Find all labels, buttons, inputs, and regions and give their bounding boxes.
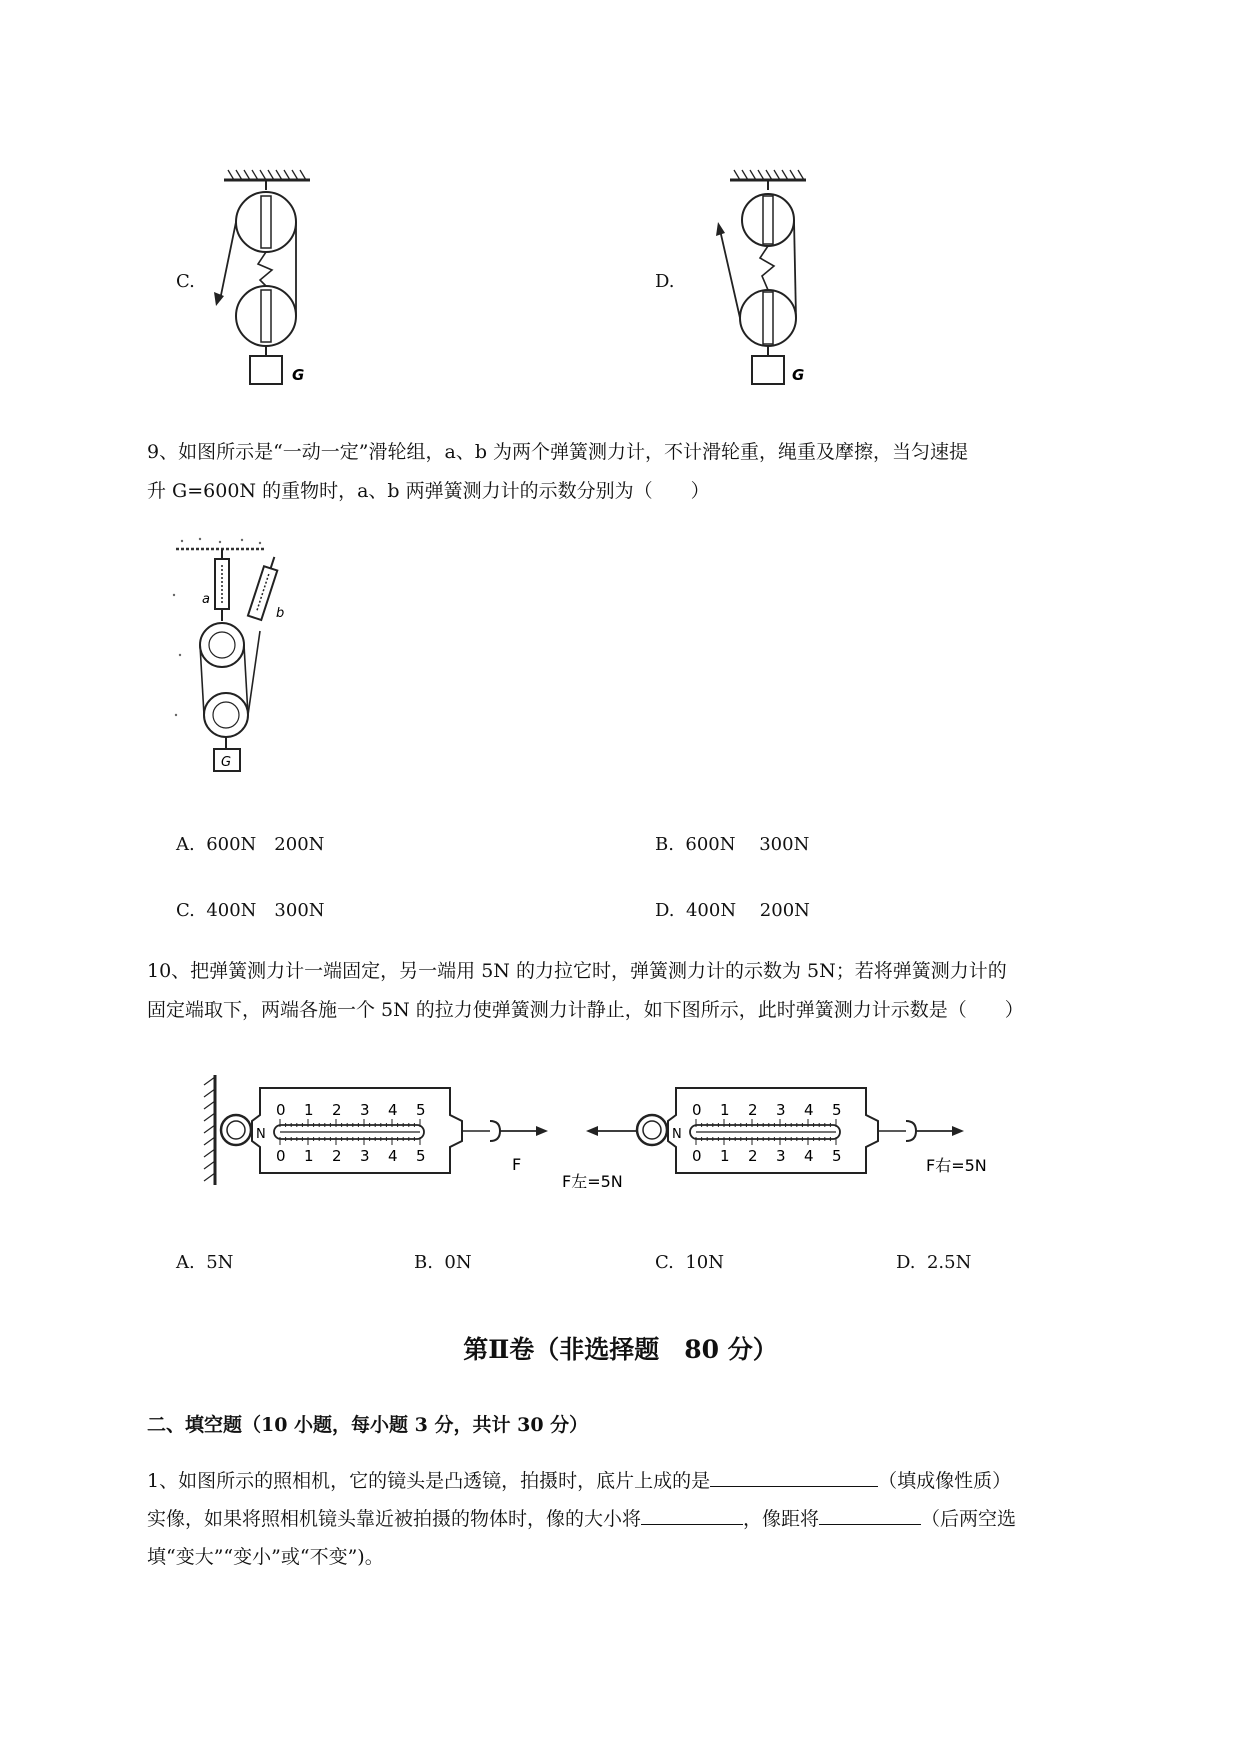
part2-title: 第Ⅱ卷（非选择题 80 分）	[463, 1335, 778, 1364]
scale-bottom-labels-left	[276, 1147, 426, 1165]
scale-top-labels-left	[276, 1101, 426, 1119]
tick-label: 4	[388, 1147, 398, 1165]
tick-label: 4	[804, 1101, 814, 1119]
tick-label: 1	[304, 1147, 314, 1165]
spring-scale-figure	[200, 1075, 1000, 1195]
tick-label: 2	[748, 1147, 758, 1165]
tick-label: 3	[776, 1101, 786, 1119]
option-label: B.	[414, 1252, 433, 1273]
force-label-right: F右=5N	[926, 1156, 987, 1175]
option-value: 600N 200N	[206, 834, 325, 855]
option-value: 400N 200N	[685, 900, 810, 921]
tick-label: 2	[332, 1147, 342, 1165]
tick-label: 1	[720, 1101, 730, 1119]
fill-question-1	[147, 1462, 1157, 1576]
option-value: 2.5N	[926, 1252, 972, 1273]
fill1-text-2: （填成像性质）	[878, 1470, 1012, 1492]
unit-label-left: N	[256, 1127, 266, 1142]
option-value: 5N	[206, 1252, 234, 1273]
fill1-text-4: ，像距将	[743, 1508, 820, 1530]
q10-option-c[interactable]	[655, 1254, 724, 1272]
tick-label: 0	[276, 1101, 286, 1119]
scale-bottom-labels-right	[692, 1147, 842, 1165]
option-label: C.	[655, 1252, 674, 1273]
answer-blank-1[interactable]	[710, 1464, 878, 1487]
scale-b-label: b	[276, 606, 285, 621]
tick-label: 3	[776, 1147, 786, 1165]
scale-top-labels-right	[692, 1101, 842, 1119]
tick-label: 2	[748, 1101, 758, 1119]
q9-option-b[interactable]	[655, 836, 809, 854]
tick-label: 5	[416, 1101, 426, 1119]
option-value: 10N	[685, 1252, 724, 1273]
tick-label: 4	[388, 1101, 398, 1119]
option-label: A.	[176, 1252, 195, 1273]
option-label: C.	[176, 900, 195, 921]
tick-label: 5	[832, 1101, 842, 1119]
option-value: 400N 300N	[206, 900, 325, 921]
q10-option-a[interactable]	[176, 1254, 233, 1272]
tick-label: 4	[804, 1147, 814, 1165]
option-d-label: D.	[655, 271, 675, 292]
tick-label: 5	[832, 1147, 842, 1165]
q9-option-a[interactable]	[176, 836, 324, 854]
pulley-figure-d	[710, 168, 830, 398]
tick-label: 0	[692, 1147, 702, 1165]
scale-a-label: a	[202, 592, 210, 607]
q9-weight-label: G	[221, 755, 232, 770]
fill1-text-5: （后两空选	[921, 1508, 1017, 1530]
q10-text-line1: 10、把弹簧测力计一端固定，另一端用 5N 的力拉它时，弹簧测力计的示数为 5N；若将弹簧测力计的	[147, 960, 1007, 982]
tick-label: 5	[416, 1147, 426, 1165]
tick-label: 0	[692, 1101, 702, 1119]
force-label-left: F左=5N	[562, 1172, 623, 1191]
fill1-text-6: 填“变大”“变小”或“不变”)。	[147, 1546, 384, 1568]
option-value: 0N	[444, 1252, 472, 1273]
option-label: A.	[176, 834, 195, 855]
option-label: B.	[655, 834, 674, 855]
fill1-text-1: 1、如图所示的照相机，它的镜头是凸透镜，拍摄时，底片上成的是	[147, 1470, 711, 1492]
tick-label: 3	[360, 1101, 370, 1119]
fill1-text-3: 实像，如果将照相机镜头靠近被拍摄的物体时，像的大小将	[147, 1508, 642, 1530]
pulley-figure-c	[200, 168, 330, 398]
q9-pulley-figure	[170, 535, 320, 785]
tick-label: 1	[304, 1101, 314, 1119]
tick-label: 2	[332, 1101, 342, 1119]
q9-option-c[interactable]	[176, 902, 325, 920]
answer-blank-3[interactable]	[819, 1502, 921, 1525]
option-label: D.	[896, 1252, 916, 1273]
option-c-label: C.	[176, 271, 195, 292]
q10-option-d[interactable]	[896, 1254, 971, 1272]
option-label: D.	[655, 900, 675, 921]
tick-label: 1	[720, 1147, 730, 1165]
section-heading: 二、填空题（10 小题，每小题 3 分，共计 30 分）	[147, 1414, 589, 1436]
weight-label-d: G	[792, 366, 805, 384]
weight-label-c: G	[292, 366, 305, 384]
option-value: 600N 300N	[685, 834, 810, 855]
q9-text-line1: 9、如图所示是“一动一定”滑轮组，a、b 为两个弹簧测力计，不计滑轮重，绳重及摩擦，当匀速提	[147, 441, 969, 463]
answer-blank-2[interactable]	[641, 1502, 743, 1525]
q9-option-d[interactable]	[655, 902, 810, 920]
q10-option-b[interactable]	[414, 1254, 472, 1272]
unit-label-right: N	[672, 1127, 682, 1142]
q10-text-line2: 固定端取下，两端各施一个 5N 的拉力使弹簧测力计静止，如下图所示，此时弹簧测力计示数是（ ）	[147, 999, 1024, 1021]
tick-label: 3	[360, 1147, 370, 1165]
force-label-f: F	[512, 1155, 522, 1174]
tick-label: 0	[276, 1147, 286, 1165]
q9-text-line2: 升 G=600N 的重物时，a、b 两弹簧测力计的示数分别为（ ）	[147, 480, 710, 502]
